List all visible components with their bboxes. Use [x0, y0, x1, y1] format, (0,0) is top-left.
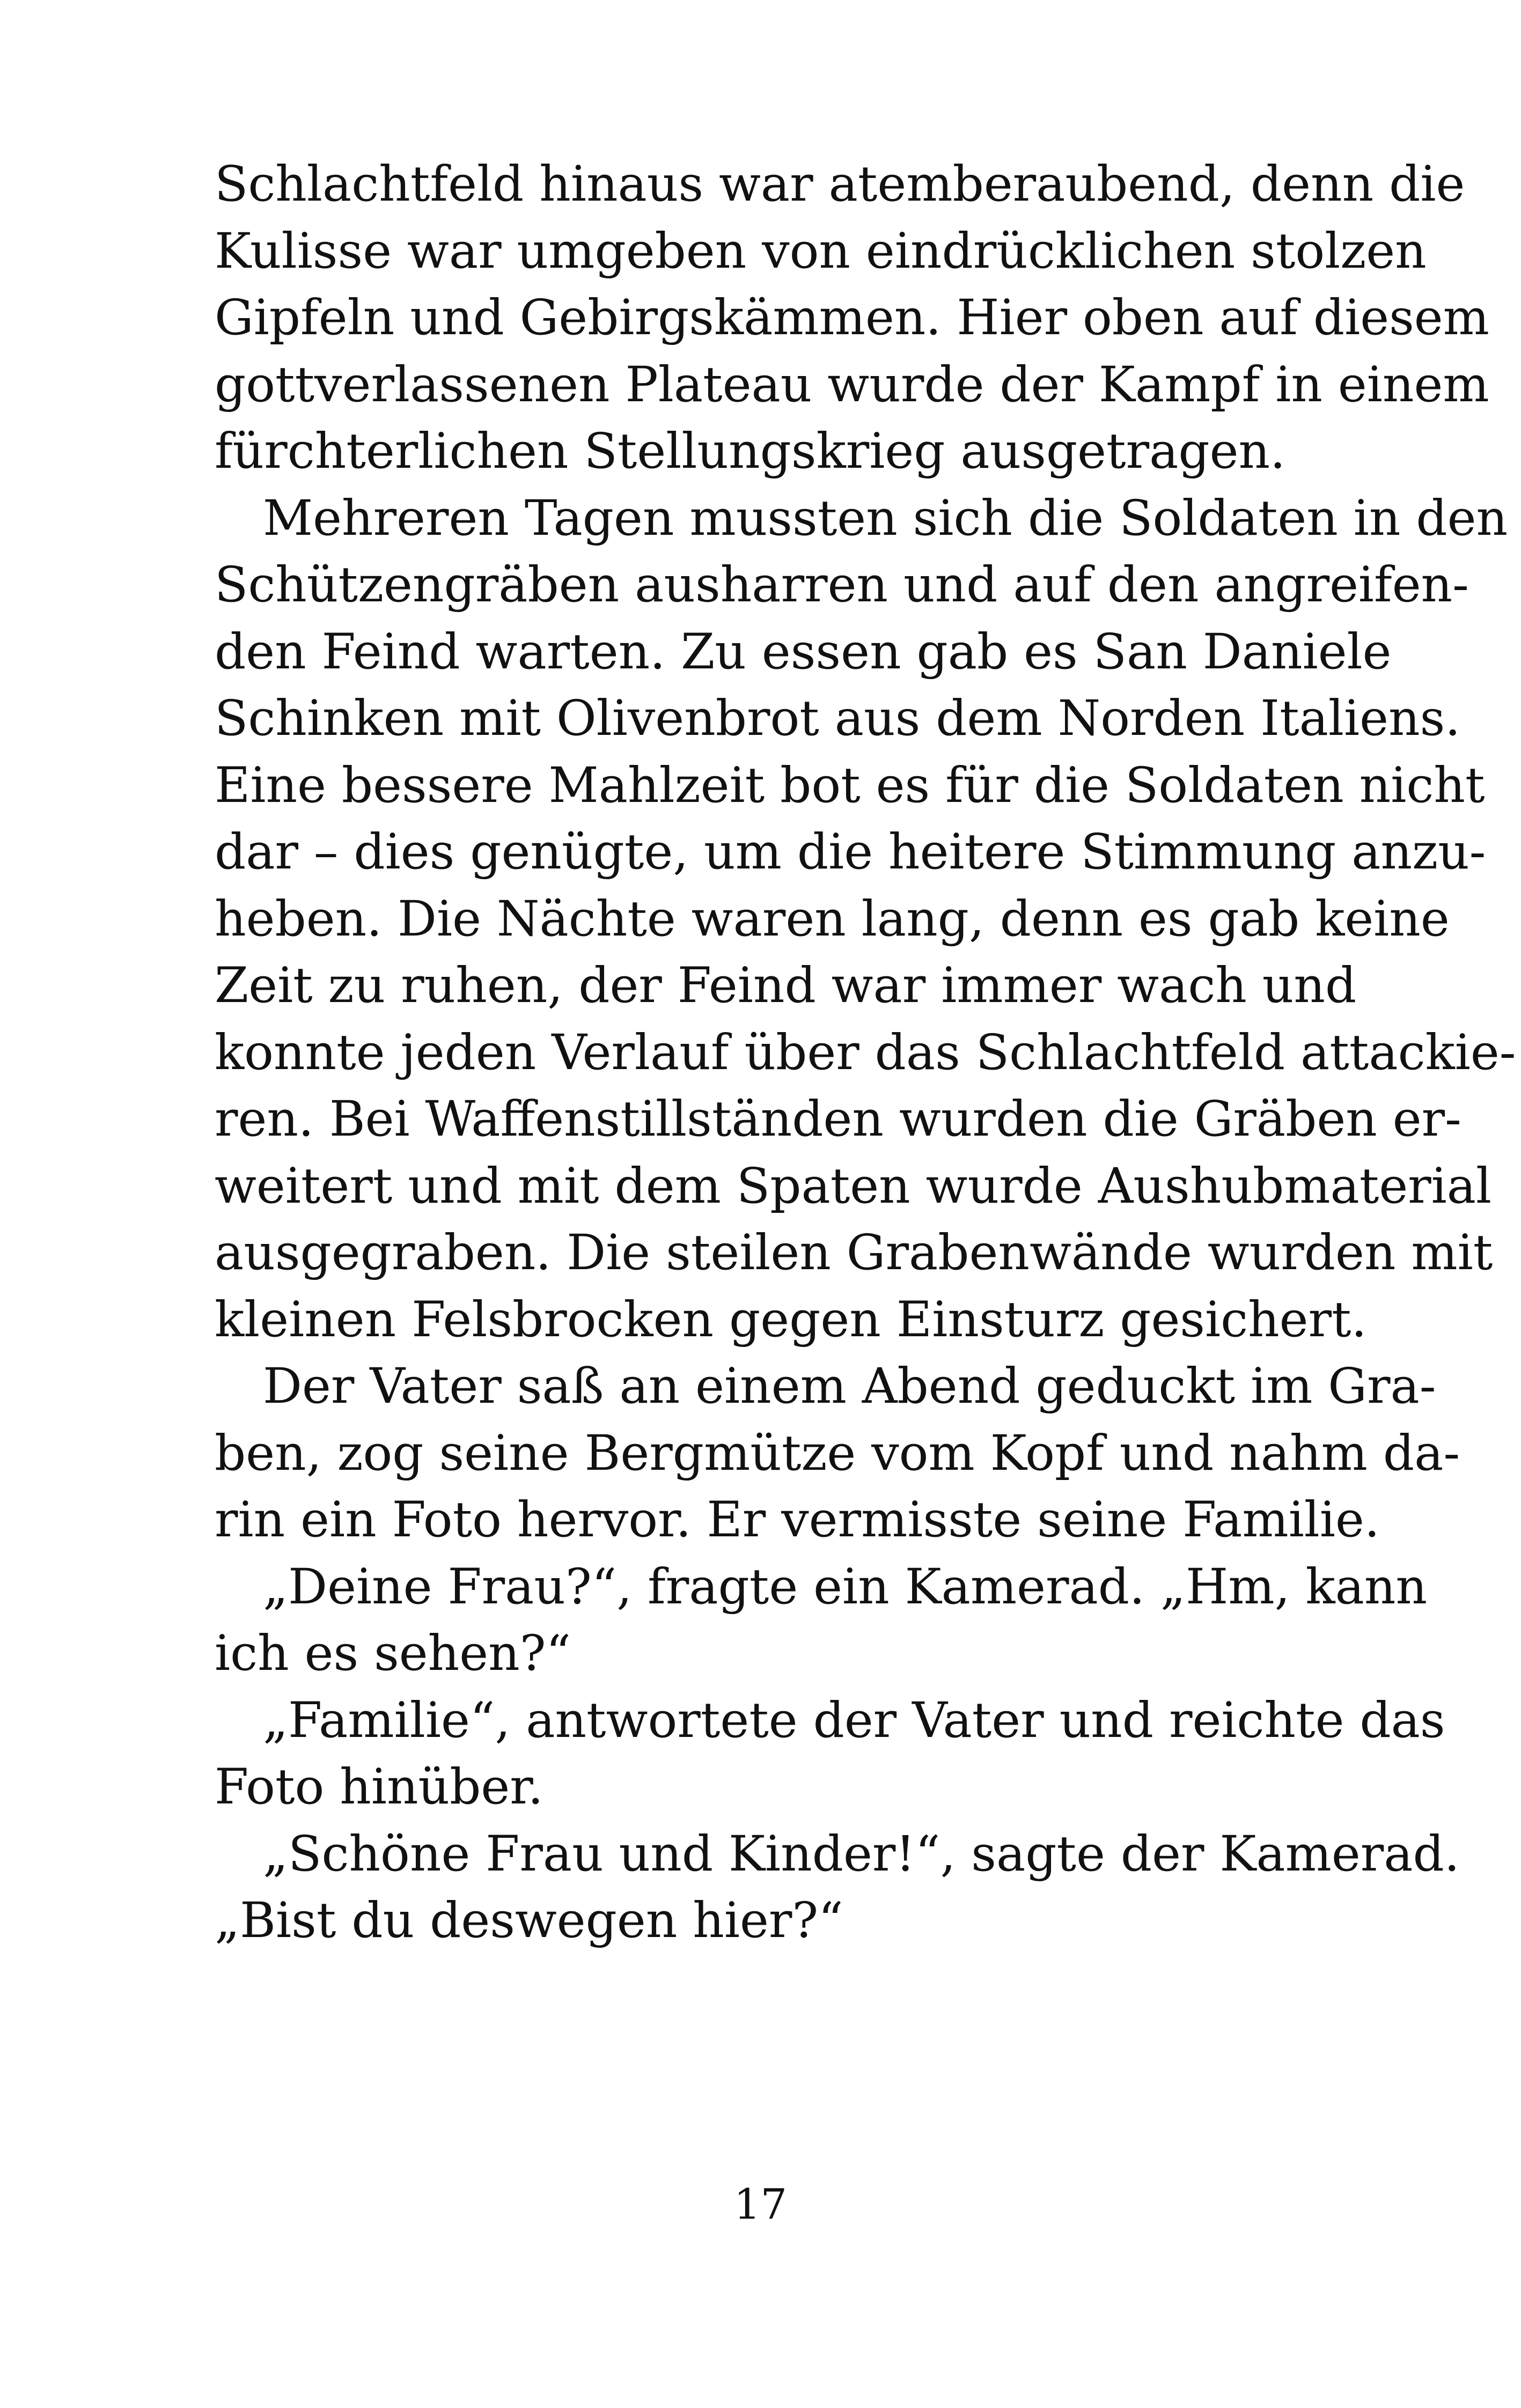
- text-line: Schützengräben ausharren und auf den angreifen-: [215, 557, 1469, 613]
- body-text: [215, 151, 1516, 1955]
- text-line: Mehreren Tagen mussten sich die Soldaten in den: [263, 490, 1508, 547]
- text-line: „Schöne Frau und Kinder!“, sagte der Kamerad.: [263, 1825, 1460, 1882]
- text-line: gottverlassenen Plateau wurde der Kampf in einem: [215, 356, 1489, 413]
- text-line: Schinken mit Olivenbrot aus dem Norden Italiens.: [215, 690, 1461, 747]
- text-line: „Familie“, antwortete der Vater und reichte das: [263, 1692, 1445, 1749]
- text-line: Eine bessere Mahlzeit bot es für die Soldaten nicht: [215, 757, 1485, 814]
- text-line: kleinen Felsbrocken gegen Einsturz gesichert.: [215, 1291, 1367, 1348]
- text-line: weitert und mit dem Spaten wurde Aushubmaterial: [215, 1158, 1492, 1214]
- text-line: Kulisse war umgeben von eindrücklichen stolzen: [215, 223, 1427, 279]
- text-line: ausgegraben. Die steilen Grabenwände wurden mit: [215, 1225, 1493, 1281]
- text-line: dar – dies genügte, um die heitere Stimmung anzu-: [215, 824, 1486, 880]
- text-line: ben, zog seine Bergmütze vom Kopf und nahm da-: [215, 1425, 1460, 1482]
- text-line: ich es sehen?“: [215, 1625, 571, 1682]
- text-line: ren. Bei Waffenstillständen wurden die Gräben er-: [215, 1091, 1461, 1147]
- text-line: konnte jeden Verlauf über das Schlachtfeld attackie-: [215, 1024, 1516, 1081]
- text-line: „Bist du deswegen hier?“: [215, 1892, 843, 1949]
- text-line: Foto hinüber.: [215, 1759, 543, 1815]
- page-number: 17: [733, 2181, 788, 2229]
- text-line: heben. Die Nächte waren lang, denn es gab keine: [215, 890, 1450, 947]
- text-line: Gipfeln und Gebirgskämmen. Hier oben auf diesem: [215, 290, 1489, 346]
- text-line: fürchterlichen Stellungskrieg ausgetragen.: [215, 423, 1286, 480]
- text-line: rin ein Foto hervor. Er vermisste seine Familie.: [215, 1492, 1380, 1548]
- text-line: „Deine Frau?“, fragte ein Kamerad. „Hm, kann: [263, 1558, 1428, 1615]
- text-line: Der Vater saß an einem Abend geduckt im Gra-: [263, 1358, 1436, 1415]
- text-line: Zeit zu ruhen, der Feind war immer wach und: [215, 958, 1357, 1014]
- text-line: Schlachtfeld hinaus war atemberaubend, denn die: [215, 156, 1465, 212]
- text-line: den Feind warten. Zu essen gab es San Daniele: [215, 623, 1392, 680]
